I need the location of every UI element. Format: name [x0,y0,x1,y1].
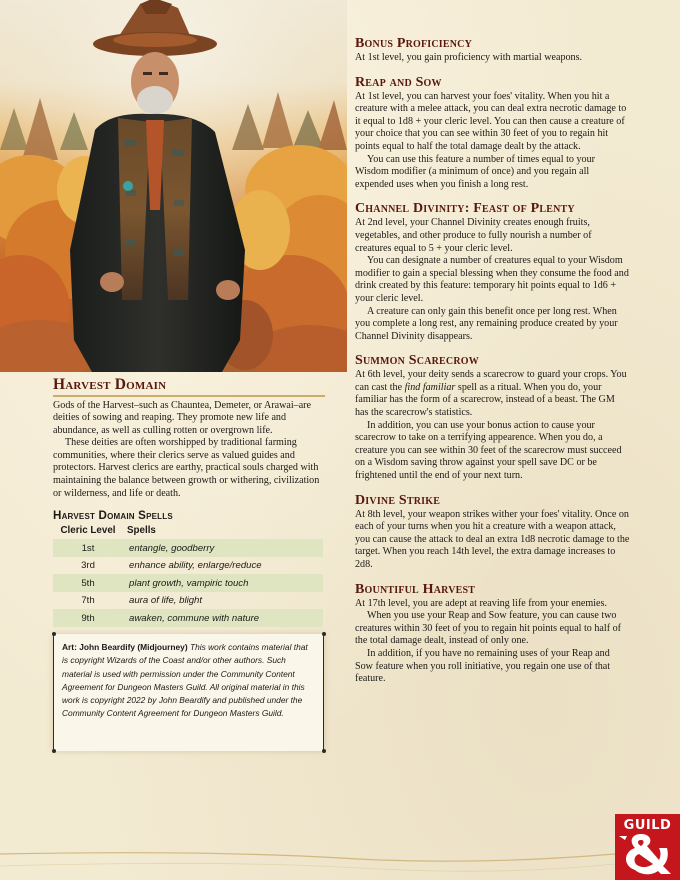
channel-divinity-text-2: You can designate a number of creatures equal to your Wisdom modifier to gain a special blessing when they consume the food and drink created by this feature: temporary hit points equal to 1d6 + your cleric level. [355,255,629,304]
divine-strike-text: At 8th level, your weapon strikes wither your foes' vitality. Once on each of your turns when you hit a creature with a weapon attack, you can cause the attack to deal an extra 1d8 necrotic damage to the target. When you reach 14th level, the extra damage increases to 2d8. [355,508,630,570]
channel-divinity-text-1: At 2nd level, your Channel Divinity creates enough fruits, vegetables, and other produce to fully nourish a number of creatures equal to 5 + your cleric level. [355,217,592,254]
row-spells: plant growth, vampiric touch [123,574,323,592]
reap-and-sow-heading: Reap and Sow [355,74,442,90]
bonus-proficiency-heading: Bonus Proficiency [355,36,473,51]
heading-rule [53,395,325,397]
table-row [53,609,323,627]
col-header-spells: Spells [127,525,156,537]
table-row [53,557,323,575]
summon-scarecrow-heading: Summon Scarecrow [355,353,479,369]
summon-scarecrow-text-1: At 6th level, your deity sends a scarecrow to guard your crops. You can cast the find familiar spell as a ritual. When you do, your familiar has the form of a scarecrow, instead of a beast. The GM has the scarecrow's statistics. [355,369,627,419]
footer-swoosh [0,848,680,880]
guild-wordmark: GUILD [623,818,672,833]
channel-divinity-heading: Channel Divinity: Feast of Plenty [355,201,575,217]
intro-paragraph-1: Gods of the Harvest–such as Chauntea, Demeter, or Arawai–are deities of sowing and reaping. They promote new life and abundance, as well as culling rotten or overgrown life. [53,399,312,436]
bountiful-harvest-text-3: In addition, if you have no remaining uses of your Reap and Sow feature when you roll initiative, you regain one use of that feature. [355,647,611,685]
table-row [53,592,323,610]
bountiful-harvest-text-1: At 17th level, you are adept at reaving life from your enemies. [355,597,607,609]
spell-name-find-familiar: find familiar [404,381,456,393]
reap-and-sow-text-1: At 1st level, you can harvest your foes' vitality. When you hit a creature with a melee attack, you can deal extra necrotic damage to it equal to 1d8 + your cleric level. You can then cause a creature of your choice that you can see within 30 feet of you to regain hit points equal to half the total damage dealt by the attack. [355,90,627,152]
row-spells: entangle, goodberry [123,539,323,557]
right-column [355,36,630,686]
domain-spells-table [53,524,323,627]
dnd-ampersand-logo-icon [615,814,680,880]
row-spells: enhance ability, enlarge/reduce [129,560,262,571]
bountiful-harvest-text-2: When you use your Reap and Sow feature, you can cause two creatures within 30 feet of you to regain hit points equal to half of the total damage dealt, instead of only one. [355,610,622,647]
bonus-proficiency-text: At 1st level, you gain proficiency with martial weapons. [355,52,583,63]
credits-note [53,634,324,751]
wizard-illustration [0,0,347,372]
intro-paragraph-2: These deities are often worshipped by traditional farming communities, where their clerics serve as valued guides and protectors. Harvest clerics are earthy, practical souls charged with maintaining the balance between growth or withering, civilization or wilderness, and life or death. [53,437,320,499]
col-header-level: Cleric Level [60,525,116,537]
row-level: 1st [53,539,123,557]
dms-guild-logo [615,814,680,880]
table-row [53,539,323,557]
channel-divinity-text-3: A creature can only gain this benefit once per long rest. When you complete a long rest, any remaining produce created by your Channel Divinity disappears. [355,305,618,342]
divine-strike-heading: Divine Strike [355,492,441,508]
cover-artwork [0,0,347,372]
row-level: 3rd [81,560,95,571]
bountiful-harvest-heading: Bountiful Harvest [355,581,476,597]
table-header-row [53,524,323,539]
art-credit-label: Art: John Beardify (Midjourney) [62,642,188,652]
row-spells: awaken, commune with nature [123,609,323,627]
reap-and-sow-text-2: You can use this feature a number of times equal to your Wisdom modifier (a minimum of once) and you regain all expended uses when you finish a long rest. [355,153,595,190]
summon-scarecrow-text-2: In addition, you can use your bonus action to cause your scarecrow to take on a terrifying appearence. When you do, a creature you can see within 30 feet of the scarecrow must succeed on a Wisdom saving throw against your spell save DC or be frightened until the end of your next turn. [355,419,622,482]
harvest-domain-heading: Harvest Domain [53,376,167,393]
spells-table-title: Harvest Domain Spells [53,509,173,523]
row-spells: aura of life, blight [129,595,203,606]
table-row [53,574,323,592]
row-level: 5th [53,574,123,592]
copyright-text: This work contains material that is copyright Wizards of the Coast and/or other authors. Such material is used with permission under the Community Content Agreement for Dungeon Masters Guild. All original material in this work is copyright 2022 by John Beardify and published under the Community Content Agreement for Dungeon Masters Guild. [62,642,308,719]
left-column [53,376,325,627]
row-level: 9th [53,609,123,627]
row-level: 7th [81,595,95,606]
